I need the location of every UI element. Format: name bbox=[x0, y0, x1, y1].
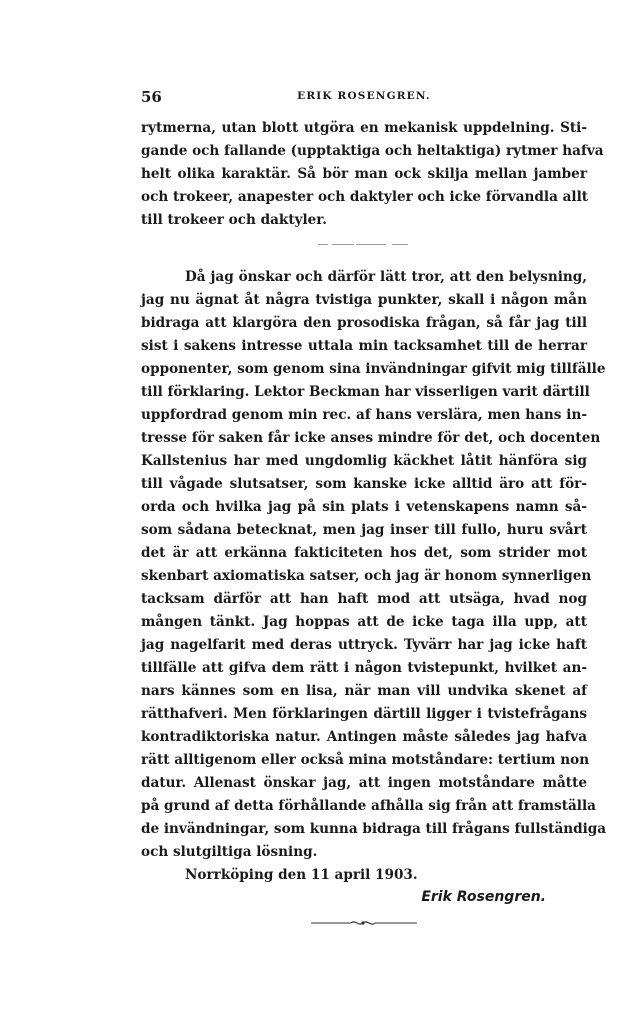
text-line: rätthafveri. Men förklaringen därtill ligger i tvistefrågans bbox=[141, 706, 587, 722]
page-header bbox=[141, 88, 587, 108]
page-number: 56 bbox=[141, 88, 162, 106]
separator-rule bbox=[318, 244, 408, 246]
text-line: som sådana betecknat, men jag inser till fullo, huru svårt bbox=[141, 522, 587, 538]
text-line: och slutgiltiga lösning. bbox=[141, 844, 318, 860]
text-line: de invändningar, som kunna bidraga till frågans fullständiga bbox=[141, 821, 607, 837]
text-line: till vågade slutsatser, som kanske icke alltid äro att för- bbox=[141, 476, 587, 492]
text-line: tacksam därför att han haft mod att utsäga, hvad nog bbox=[141, 591, 587, 607]
text-line: tresse för saken får icke anses mindre för det, och docenten bbox=[141, 430, 601, 446]
text-line: och trokeer, anapester och daktyler och icke förvandla allt bbox=[141, 189, 589, 205]
text-line: Kallstenius har med ungdomlig käckhet låtit hänföra sig bbox=[141, 453, 587, 469]
signature: Erik Rosengren. bbox=[421, 889, 546, 905]
text-line: rytmerna, utan blott utgöra en mekanisk uppdelning. Sti- bbox=[141, 120, 587, 136]
text-line: det är att erkänna fakticiteten hos det, som strider mot bbox=[141, 545, 587, 561]
dateline: Norrköping den 11 april 1903. bbox=[185, 867, 418, 883]
text-line: opponenter, som genom sina invändningar gifvit mig tillfälle bbox=[141, 361, 606, 377]
text-line: datur. Allenast önskar jag, att ingen motståndare måtte bbox=[141, 775, 587, 791]
text-line: orda och hvilka jag på sin plats i vetenskapens namn så- bbox=[141, 499, 587, 515]
text-line: kontradiktoriska natur. Antingen måste således jag hafva bbox=[141, 729, 587, 745]
text-line: mången tänkt. Jag hoppas att de icke taga illa upp, att bbox=[141, 614, 587, 630]
ornament-divider bbox=[311, 918, 417, 928]
text-line: jag nu ägnat åt några tvistiga punkter, skall i någon mån bbox=[141, 292, 587, 308]
text-line: tillfälle att gifva dem rätt i någon tvistepunkt, hvilket an- bbox=[141, 660, 587, 676]
text-line: rätt alltigenom eller också mina motståndare: tertium non bbox=[141, 752, 590, 768]
running-head: ERIK ROSENGREN. bbox=[297, 90, 431, 102]
text-line: till förklaring. Lektor Beckman har visserligen varit därtill bbox=[141, 384, 590, 400]
text-line: uppfordrad genom min rec. af hans verslära, men hans in- bbox=[141, 407, 587, 423]
text-line: sist i sakens intresse uttala min tacksamhet till de herrar bbox=[141, 338, 587, 354]
text-line: gande och fallande (upptaktiga och heltaktiga) rytmer hafva bbox=[141, 143, 604, 159]
text-line: bidraga att klargöra den prosodiska frågan, så får jag till bbox=[141, 315, 587, 331]
text-line: helt olika karaktär. Så bör man ock skilja mellan jamber bbox=[141, 166, 587, 182]
text-line: jag nagelfarit med deras uttryck. Tyvärr har jag icke haft bbox=[141, 637, 587, 653]
text-line: till trokeer och daktyler. bbox=[141, 212, 327, 228]
text-line: Då jag önskar och därför lätt tror, att den belysning, bbox=[185, 269, 587, 285]
text-line: skenbart axiomatiska satser, och jag är honom synnerligen bbox=[141, 568, 592, 584]
text-line: nars kännes som en lisa, när man vill undvika skenet af bbox=[141, 683, 587, 699]
text-line: på grund af detta förhållande afhålla sig från att framställa bbox=[141, 798, 596, 814]
